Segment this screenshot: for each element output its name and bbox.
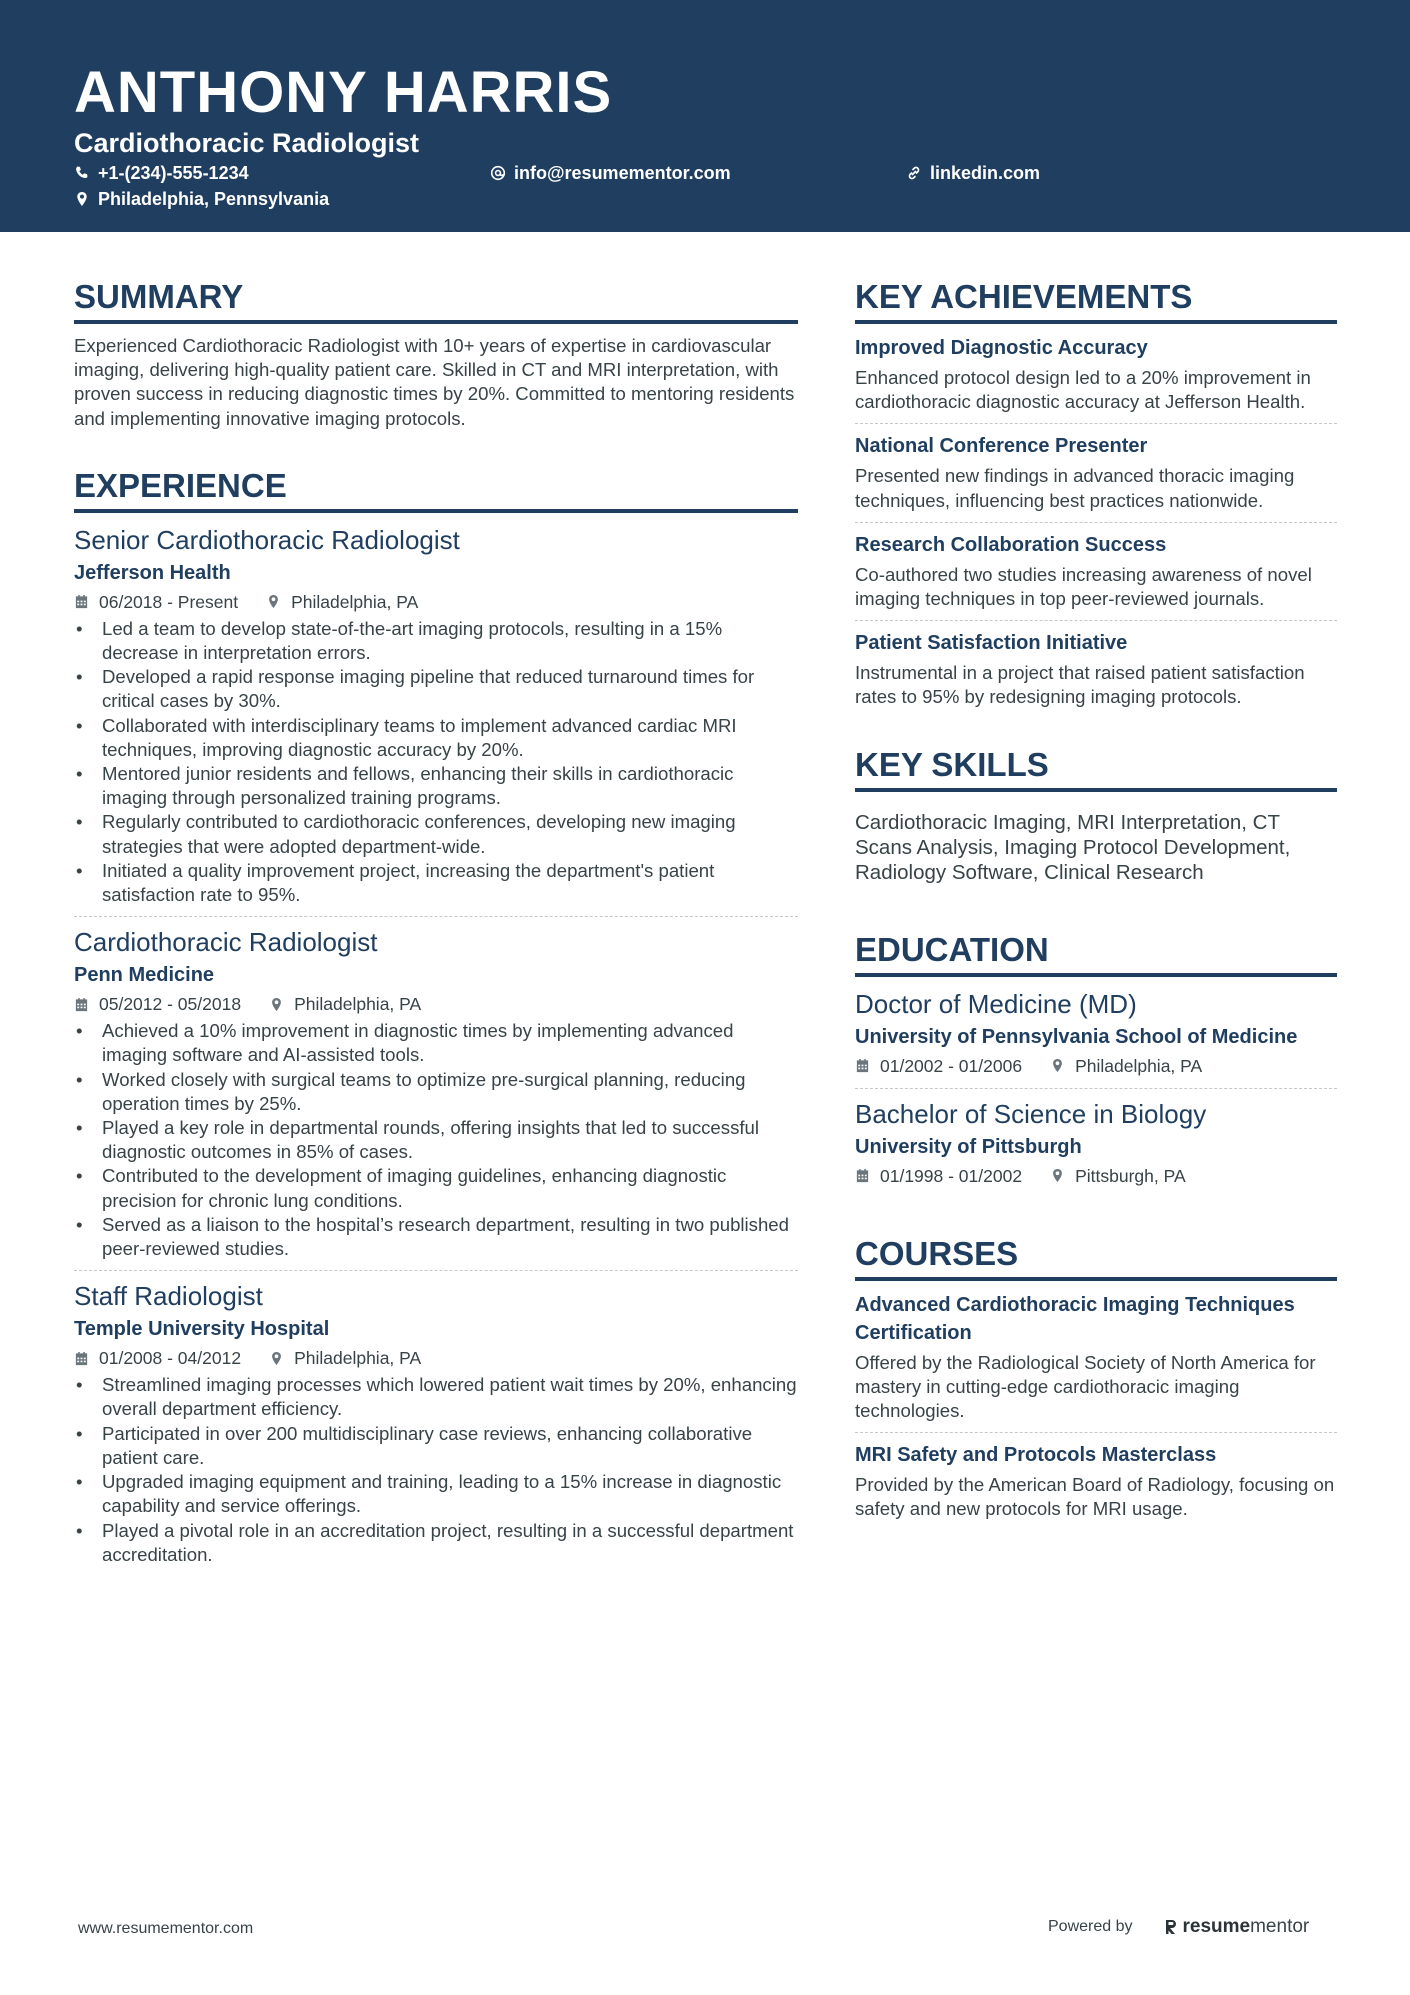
achievement-title: Patient Satisfaction Initiative	[855, 632, 1128, 655]
powered-by-text: Powered by	[1048, 1918, 1133, 1935]
candidate-title: Cardiothoracic Radiologist	[74, 128, 420, 158]
education-location	[1050, 1163, 1186, 1189]
contact-link[interactable]	[906, 161, 1040, 185]
education-entry	[855, 987, 1337, 1079]
contact-phone	[74, 161, 249, 185]
right-column	[855, 276, 1337, 1522]
achievement-title: Improved Diagnostic Accuracy	[855, 337, 1148, 359]
contact-location	[74, 187, 329, 211]
degree-title: Bachelor of Science in Biology	[855, 1098, 1207, 1129]
divider	[74, 1270, 798, 1271]
bullet-item: • Collaborated with interdisciplinary teams to implement advanced cardiac MRI techniques, improving diagnostic accuracy by 20%.	[74, 714, 798, 762]
location-pin-icon	[269, 1351, 284, 1366]
job-company: Penn Medicine	[74, 964, 215, 987]
calendar-icon	[855, 1058, 870, 1073]
divider	[855, 1432, 1337, 1433]
achievement-item	[855, 531, 1337, 611]
location-pin-icon	[269, 997, 284, 1012]
resume-header	[0, 0, 1410, 232]
job-meta	[74, 1345, 798, 1371]
experience-section	[74, 465, 798, 1567]
phone-text: +1-(234)-555-1234	[98, 163, 249, 183]
job-bullets	[74, 1373, 798, 1567]
section-heading-skills: KEY SKILLS	[855, 744, 1337, 792]
job-company: Jefferson Health	[74, 561, 231, 584]
divider	[855, 620, 1337, 621]
school-name: University of Pittsburgh	[855, 1135, 1082, 1158]
education-location-text: Philadelphia, PA	[1075, 1055, 1203, 1076]
bullet-item: • Served as a liaison to the hospital’s research department, resulting in two published peer-reviewed studies.	[74, 1213, 798, 1261]
bullet-item: • Led a team to develop state-of-the-art imaging protocols, resulting in a 15% decrease in interpretation errors.	[74, 617, 798, 665]
calendar-icon	[74, 594, 89, 609]
job-location-text: Philadelphia, PA	[294, 1348, 422, 1369]
education-entry	[855, 1097, 1337, 1189]
location-pin-icon	[266, 594, 281, 609]
divider	[855, 1088, 1337, 1089]
experience-entry	[74, 523, 798, 907]
education-location-text: Pittsburgh, PA	[1075, 1165, 1186, 1186]
location-pin-icon	[1050, 1168, 1065, 1183]
education-meta	[855, 1053, 1337, 1079]
achievements-section	[855, 276, 1337, 710]
courses-section	[855, 1233, 1337, 1522]
experience-entry	[74, 1279, 798, 1567]
contact-email[interactable]	[490, 161, 731, 185]
footer-website[interactable]: www.resumementor.com	[78, 1920, 254, 1937]
calendar-icon	[855, 1168, 870, 1183]
bullet-item: • Played a key role in departmental rounds, offering insights that led to successful diagnostic outcomes in 85% of cases.	[74, 1116, 798, 1164]
bullet-item: • Achieved a 10% improvement in diagnostic times by implementing advanced imaging software and AI-assisted tools.	[74, 1019, 798, 1067]
job-title: Senior Cardiothoracic Radiologist	[74, 524, 460, 555]
candidate-name: ANTHONY HARRIS	[74, 60, 613, 125]
footer-powered	[1048, 1916, 1309, 1938]
section-heading-education: EDUCATION	[855, 929, 1337, 977]
achievement-desc: Presented new findings in advanced thoracic imaging techniques, influencing best practices nationwide.	[855, 465, 1295, 511]
email-text[interactable]: info@resumementor.com	[514, 163, 731, 183]
course-item	[855, 1291, 1337, 1424]
job-meta	[74, 991, 798, 1017]
job-company: Temple University Hospital	[74, 1318, 330, 1341]
bullet-item: • Regularly contributed to cardiothoracic conferences, developing new imaging strategies that were adopted department-wide.	[74, 810, 798, 858]
education-section	[855, 929, 1337, 1189]
course-title: MRI Safety and Protocols Masterclass	[855, 1444, 1217, 1467]
bullet-item: • Participated in over 200 multidisciplinary case reviews, enhancing collaborative patient care.	[74, 1422, 798, 1470]
achievement-desc: Instrumental in a project that raised patient satisfaction rates to 95% by redesigning imaging protocols.	[855, 662, 1305, 708]
job-location-text: Philadelphia, PA	[291, 591, 419, 612]
job-dates: 06/2018 - Present	[99, 591, 239, 612]
experience-entry	[74, 925, 798, 1261]
job-dates: 05/2012 - 05/2018	[99, 994, 242, 1015]
divider	[855, 423, 1337, 424]
job-location	[266, 589, 418, 615]
bullet-item: • Mentored junior residents and fellows, enhancing their skills in cardiothoracic imaging through personalized training programs.	[74, 762, 798, 810]
achievement-title: Research Collaboration Success	[855, 533, 1167, 556]
location-text: Philadelphia, Pennsylvania	[98, 189, 330, 209]
job-meta	[74, 589, 798, 615]
job-location	[269, 1345, 421, 1371]
brand-bold: resume	[1182, 1916, 1251, 1937]
achievement-item	[855, 432, 1337, 512]
job-bullets	[74, 1019, 798, 1261]
link-text[interactable]: linkedin.com	[930, 163, 1041, 183]
divider	[74, 916, 798, 917]
job-title: Staff Radiologist	[74, 1281, 263, 1312]
achievement-desc: Co-authored two studies increasing awareness of novel imaging techniques in top peer-reviewed journals.	[855, 563, 1312, 610]
job-location-text: Philadelphia, PA	[294, 994, 422, 1015]
phone-icon	[74, 165, 90, 181]
left-column	[74, 276, 798, 1567]
bullet-item: • Played a pivotal role in an accreditation project, resulting in a successful department accreditation.	[74, 1519, 798, 1567]
location-pin-icon	[74, 191, 90, 207]
location-pin-icon	[1050, 1058, 1065, 1073]
achievement-desc: Enhanced protocol design led to a 20% improvement in cardiothoracic diagnostic accuracy at Jefferson Health.	[855, 367, 1311, 413]
bullet-item: • Developed a rapid response imaging pipeline that reduced turnaround times for critical cases by 30%.	[74, 665, 798, 713]
bullet-item: • Initiated a quality improvement project, increasing the department's patient satisfaction rate to 95%.	[74, 859, 798, 907]
skills-text: Cardiothoracic Imaging, MRI Interpretation, CT Scans Analysis, Imaging Protocol Development, Radiology Software, Clinical Research	[855, 810, 1291, 884]
achievement-item	[855, 629, 1337, 709]
job-title: Cardiothoracic Radiologist	[74, 927, 378, 958]
section-heading-summary: SUMMARY	[74, 276, 798, 324]
education-location	[1050, 1053, 1202, 1079]
section-heading-achievements: KEY ACHIEVEMENTS	[855, 276, 1337, 324]
resumementor-logo-icon	[1163, 1918, 1179, 1936]
calendar-icon	[74, 997, 89, 1012]
summary-text: Experienced Cardiothoracic Radiologist with 10+ years of expertise in cardiovascular imaging, delivering high-quality patient care. Skilled in CT and MRI interpretation, with proven success in reducing diagnostic times by 20%. Committed to mentoring residents and implementing innovative imaging protocols.	[74, 335, 795, 429]
bullet-item: • Worked closely with surgical teams to optimize pre-surgical planning, reducing operation times by 25%.	[74, 1068, 798, 1116]
skills-section	[855, 744, 1337, 885]
job-bullets	[74, 617, 798, 907]
calendar-icon	[74, 1351, 89, 1366]
brand-logo[interactable]	[1163, 1916, 1310, 1938]
divider	[855, 522, 1337, 523]
degree-title: Doctor of Medicine (MD)	[855, 988, 1137, 1019]
section-heading-experience: EXPERIENCE	[74, 465, 798, 513]
job-location	[269, 991, 421, 1017]
school-name: University of Pennsylvania School of Medicine	[855, 1025, 1298, 1048]
course-title: Advanced Cardiothoracic Imaging Techniques Certification	[855, 1293, 1295, 1344]
brand-light: mentor	[1250, 1916, 1310, 1937]
bullet-item: • Upgraded imaging equipment and training, leading to a 15% increase in diagnostic capability and service offerings.	[74, 1470, 798, 1518]
section-heading-courses: COURSES	[855, 1233, 1337, 1281]
bullet-item: • Streamlined imaging processes which lowered patient wait times by 20%, enhancing overall department efficiency.	[74, 1373, 798, 1421]
course-item	[855, 1441, 1337, 1521]
bullet-item: • Contributed to the development of imaging guidelines, enhancing diagnostic precision for chronic lung conditions.	[74, 1164, 798, 1212]
education-dates: 01/1998 - 01/2002	[880, 1165, 1023, 1186]
education-dates: 01/2002 - 01/2006	[880, 1055, 1023, 1076]
course-desc: Offered by the Radiological Society of North America for mastery in cutting-edge cardiothoracic imaging technologies.	[855, 1351, 1316, 1422]
summary-section	[74, 276, 798, 431]
course-desc: Provided by the American Board of Radiology, focusing on safety and new protocols for MRI usage.	[855, 1474, 1335, 1520]
link-icon	[906, 165, 922, 181]
achievement-item	[855, 334, 1337, 414]
education-meta	[855, 1163, 1337, 1189]
at-icon	[490, 165, 506, 181]
achievement-title: National Conference Presenter	[855, 435, 1148, 458]
job-dates: 01/2008 - 04/2012	[99, 1348, 242, 1369]
